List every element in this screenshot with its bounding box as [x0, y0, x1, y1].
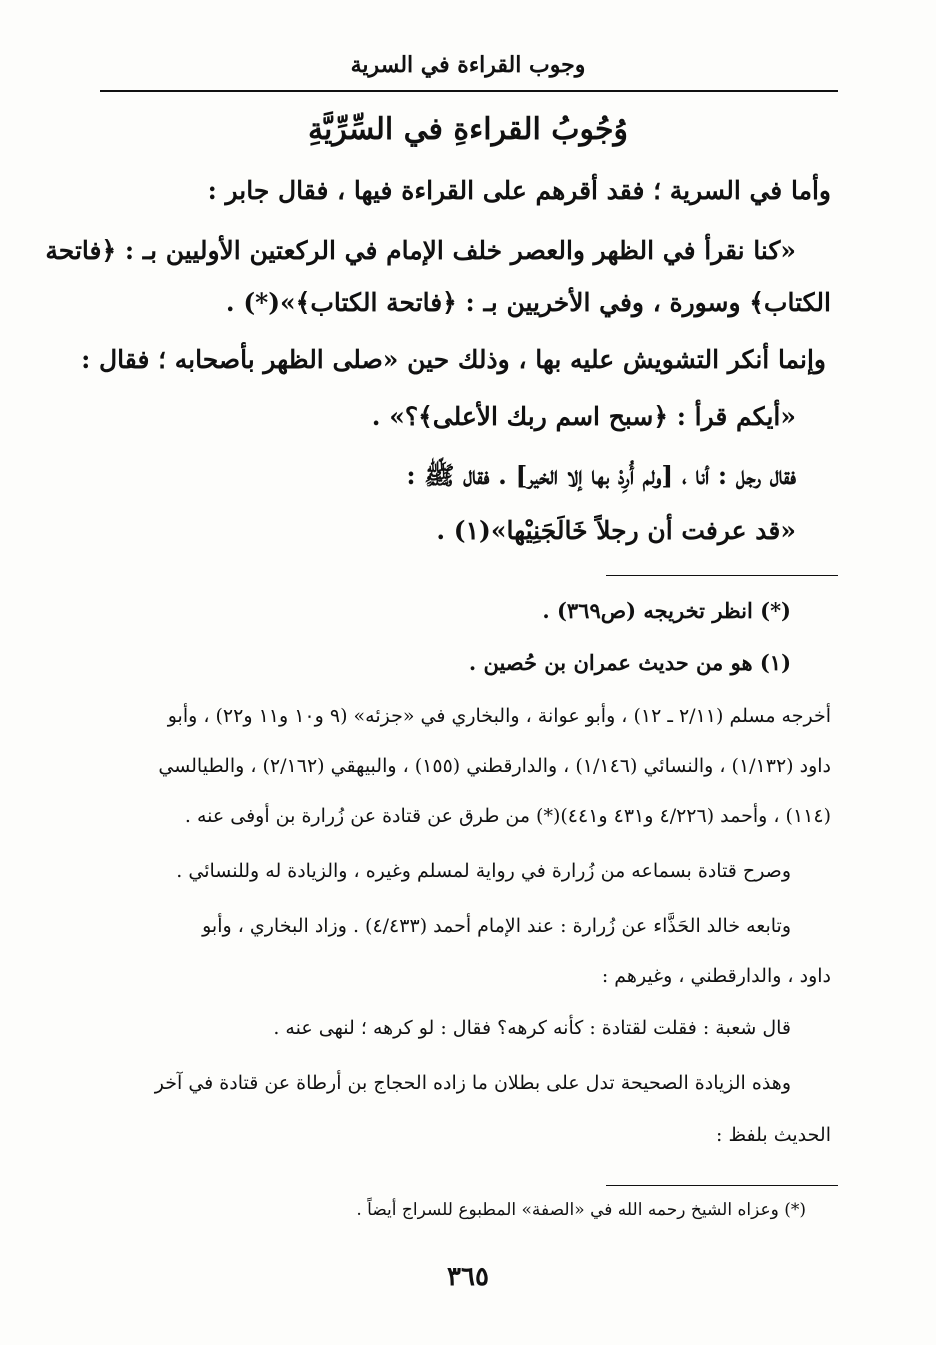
body-line: وإنما أنكر التشويش عليه بها ، وذلك حين «صلى الظهر بأصحابه ؛ فقال : — [81, 345, 826, 374]
footnote: (١) هو من حديث عمران بن حُصين . — [468, 650, 791, 675]
footnote: (*) انظر تخريجه (ص٣٦٩) . — [542, 598, 791, 623]
footnote-rule — [606, 1185, 838, 1186]
note-line: (١١٤) ، وأحمد (٤/٢٢٦ و٤٣١ و٤٤١)(*) من طرق عن قتادة عن زُرارة بن أوفى عنه . — [184, 805, 831, 827]
note-line: أخرجه مسلم (٢/١١ ـ ١٢) ، وأبو عوانة ، والبخاري في «جزئه» (٩ و١٠ و١١ و٢٢) ، وأبو — [167, 705, 831, 727]
note-line: وصرح قتادة بسماعه من زُرارة في رواية لمسلم وغيره ، والزيادة له وللنسائي . — [176, 860, 791, 882]
header-rule — [100, 90, 838, 92]
body-line: وأما في السرية ؛ فقد أقرهم على القراءة فيها ، فقال جابر : — [207, 176, 831, 205]
body-line: «أيكم قرأ : ﴿سبح اسم ربك الأعلى﴾؟» . — [371, 402, 796, 431]
note-line: داود (١/١٣٢) ، والنسائي (١/١٤٦) ، والدارقطني (١٥٥) ، والبيهقي (٢/١٦٢) ، والطيالسي — [158, 755, 831, 777]
body-line: الكتاب﴾ وسورة ، وفي الأخريين بـ : ﴿فاتحة الكتاب﴾»(*) . — [225, 288, 831, 317]
note-line: قال شعبة : فقلت لقتادة : كأنه كرهه؟ فقال : لو كرهه ؛ لنهى عنه . — [273, 1017, 791, 1039]
note-line: الحديث بلفظ : — [716, 1124, 831, 1146]
footnote-rule — [606, 575, 838, 576]
page-number: ٣٦٥ — [447, 1262, 489, 1292]
body-line: فقال رجل : أنا ، [ولم أُرِدْ بها إلا الخير] . فقال ﷺ : — [406, 461, 796, 490]
body-line: «قد عرفت أن رجلاً خَالَجَنِيْها»(١) . — [436, 516, 796, 545]
running-head: وجوب القراءة في السرية — [350, 52, 586, 78]
note-line: وتابعه خالد الحَذَّاء عن زُرارة : عند الإمام أحمد (٤/٤٣٣) . وزاد البخاري ، وأبو — [202, 915, 791, 937]
note-line: وهذه الزيادة الصحيحة تدل على بطلان ما زاده الحجاج بن أرطاة عن قتادة في آخر — [154, 1072, 791, 1094]
note-line: داود ، والدارقطني ، وغيرهم : — [601, 965, 831, 987]
chapter-title: وُجُوبُ القراءةِ في السِّرِّيَّةِ — [307, 112, 629, 147]
body-line: «كنا نقرأ في الظهر والعصر خلف الإمام في الركعتين الأوليين بـ : ﴿فاتحة — [45, 236, 796, 265]
footnote: (*) وعزاه الشيخ رحمه الله في «الصفة» المطبوع للسراج أيضاً . — [356, 1200, 806, 1220]
